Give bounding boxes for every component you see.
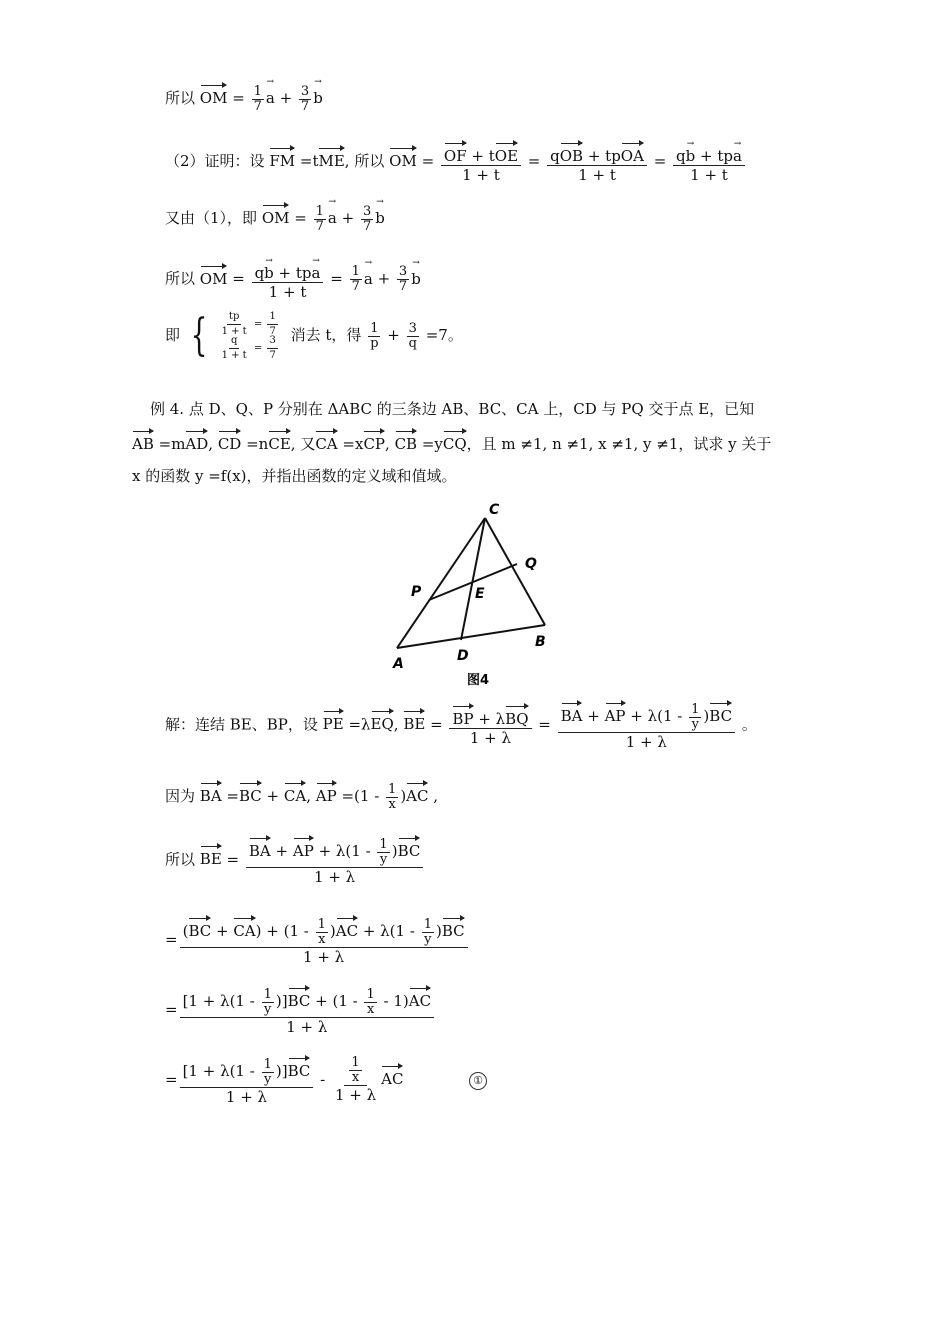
side-ab: [397, 625, 545, 648]
prefix-text: （2）证明：设: [165, 152, 265, 170]
line-system: 即 { $\frac{tp}{1 + t}$ = $\frac{1}{7}$ $\frac{q}{1 + t}$ = $\frac{3}{7}$ 消去 t，得 $\frac{1}{p}$ + $\frac{3}{q}$ =7。: [165, 310, 463, 361]
line-step1: = (BC + CA) + (1 - $\frac{1}{x}$ )AC + λ(1 - $\frac{1}{y}$ )BC 1 + λ: [165, 915, 470, 966]
prefix-text: 所以: [165, 850, 196, 869]
example-4-line3: x 的函数 y =f(x)，并指出函数的定义域和值域。: [132, 467, 457, 485]
line-step2: = [1 + λ(1 - $\frac{1}{y}$ )]BC + (1 - $\frac{1}{x}$ - 1)AC 1 + λ: [165, 985, 436, 1036]
example-4-line2: AB =mAD, CD =nCE, 又CA =xCP, CB =yCQ，且 m ≠1, n ≠1, x ≠1, y ≠1，试求 y 关于: [132, 428, 771, 454]
prefix-text: 即: [165, 326, 181, 344]
mid-text: 消去 t，得: [290, 326, 362, 344]
prefix-text: 又由（1），即: [165, 209, 258, 227]
fraction: $\frac{1}{7}$: [253, 83, 262, 114]
figure-caption: 图4: [467, 673, 490, 688]
line-so: 所以 BE = BA + AP + λ(1 - $\frac{1}{y}$ )BC 1 + λ: [165, 835, 425, 886]
fraction: $\frac{\text{OF + tOE}}{1 + t}$: [441, 140, 521, 184]
line-step3: = [1 + λ(1 - $\frac{1}{y}$ )]BC 1 + λ - $\frac{\frac{1}{x}}{1 + \lambda}$ AC ①: [165, 1055, 487, 1106]
prefix-text: 解：连结 BE、BP，设: [165, 715, 318, 734]
prefix-text: 所以: [165, 269, 196, 288]
label-d: D: [457, 648, 469, 664]
line-om-result: 所以 OM = $\frac{1}{7}$ a → + $\frac{3}{7}$ b →: [165, 82, 323, 114]
label-b: B: [535, 634, 546, 650]
line-because: 因为 BA =BC + CA, AP =(1 - $\frac{1}{x}$ )AC ,: [165, 781, 439, 812]
mid-text: 所以: [354, 152, 385, 170]
fraction: $\frac{3}{7}$: [300, 83, 310, 114]
label-a: A: [393, 656, 404, 672]
triangle-figure: [385, 500, 565, 695]
fraction: $\frac{\text{qb → + tpa →}}{1 + t}$: [673, 141, 745, 184]
label-c: C: [489, 502, 500, 518]
vector-om: OM: [200, 82, 228, 107]
example-4-line1: 例 4. 点 D、Q、P 分别在 ΔABC 的三条边 AB、BC、CA 上，CD 与 PQ 交于点 E，已知: [150, 400, 755, 418]
equation-system: $\frac{tp}{1 + t}$ = $\frac{1}{7}$ $\frac{q}{1 + t}$ = $\frac{3}{7}$: [221, 310, 276, 361]
line-equate: 所以 OM = $\frac{\text{qb → + tpa →}}{1 + t}$ = $\frac{1}{7}$ a → + $\frac{3}{7}$ b →: [165, 258, 421, 301]
line-recall: 又由（1），即 OM = $\frac{1}{7}$ a → + $\frac{3}{7}$ b →: [165, 202, 385, 234]
label-p: P: [411, 584, 422, 600]
prefix-text: 所以: [165, 89, 196, 107]
prefix-text: 因为: [165, 787, 196, 805]
line-solution: 解：连结 BE、BP，设 PE =λEQ, BE = $\frac{\text{BP + λBQ}}{1 + \lambda}$ = BA + AP + λ(1 - $\frac{1}{y}$ )BC 1 + λ 。: [165, 701, 757, 751]
brace-icon: {: [190, 310, 208, 361]
line-proof: （2）证明：设 FM =tME, 所以 OM = $\frac{\text{OF + tOE}}{1 + t}$ = $\frac{\text{qOB + tpOA}}{1 + t}$ = $\frac{\text{qb → + tpa →}}{1 + t}$: [165, 140, 747, 184]
fraction: $\frac{\text{qOB + tpOA}}{1 + t}$: [547, 140, 647, 184]
result-text: =7。: [425, 326, 463, 344]
label-q: Q: [525, 556, 537, 572]
equation-marker: ①: [469, 1072, 487, 1090]
label-e: E: [475, 586, 485, 602]
